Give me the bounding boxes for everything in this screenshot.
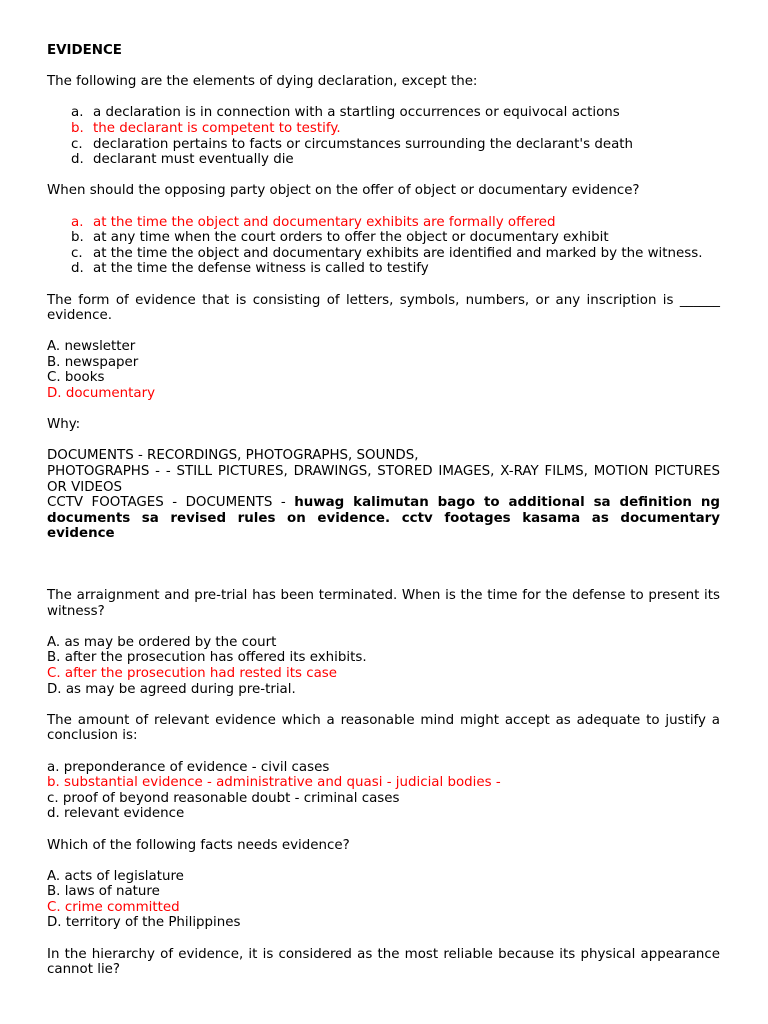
- option-marker: c.: [71, 136, 83, 152]
- question-5-options: [47, 760, 720, 822]
- option-text: at the time the defense witness is called to testify: [93, 261, 429, 277]
- option-marker: b.: [71, 230, 84, 246]
- why-label: Why:: [47, 417, 81, 433]
- question-6-options: [47, 869, 720, 931]
- option-text: at the time the object and documentary exhibits are identified and marked by the witness.: [93, 245, 703, 261]
- option-marker: d.: [71, 261, 84, 277]
- option-item: A. as may be ordered by the court: [47, 634, 277, 650]
- option-text: a declaration is in connection with a startling occurrences or equivocal actions: [93, 105, 620, 121]
- option-marker: a.: [71, 105, 84, 121]
- option-item: A. acts of legislature: [47, 868, 184, 884]
- question-2: When should the opposing party object on the offer of object or documentary evidence?: [47, 183, 640, 199]
- explanation-line: [47, 495, 720, 542]
- option-item: [47, 230, 720, 246]
- option-item: c. proof of beyond reasonable doubt - criminal cases: [47, 790, 400, 806]
- option-text: the declarant is competent to testify.: [93, 120, 341, 136]
- question-6: Which of the following facts needs evidence?: [47, 837, 350, 853]
- option-item: B. newspaper: [47, 354, 139, 370]
- question-1-options: [47, 105, 720, 167]
- question-4-options: [47, 635, 720, 697]
- question-4: The arraignment and pre-trial has been terminated. When is the time for the defense to present its witness?: [47, 588, 720, 619]
- explanation-line: PHOTOGRAPHS - - STILL PICTURES, DRAWINGS, STORED IMAGES, X-RAY FILMS, MOTION PICTURES OR VIDEOS: [47, 464, 720, 495]
- option-item: D. territory of the Philippines: [47, 915, 241, 931]
- option-marker: b.: [71, 120, 84, 136]
- explanation-block: [47, 448, 720, 542]
- option-item-correct: C. after the prosecution had rested its case: [47, 665, 338, 681]
- document-body: [47, 43, 720, 993]
- option-item: D. as may be agreed during pre-trial.: [47, 681, 296, 697]
- question-2-options: [47, 215, 720, 277]
- document-title: EVIDENCE: [47, 43, 122, 58]
- option-item-correct: b. substantial evidence - administrative and quasi - judicial bodies -: [47, 775, 501, 791]
- option-marker: a.: [71, 214, 84, 230]
- option-item: [47, 246, 720, 262]
- option-text: declarant must eventually die: [93, 152, 294, 168]
- option-item: [47, 137, 720, 153]
- option-item: [47, 105, 720, 121]
- question-7: In the hierarchy of evidence, it is considered as the most reliable because its physical appearance cannot lie?: [47, 946, 720, 978]
- option-item: [47, 261, 720, 277]
- option-item: [47, 152, 720, 168]
- option-item: d. relevant evidence: [47, 806, 185, 822]
- option-marker: d.: [71, 152, 84, 168]
- explanation-bold-note: huwag kalimutan bago to additional sa definition ng documents sa revised rules on evidence. cctv footages kasama as documentary evidence: [47, 495, 720, 542]
- option-item: B. after the prosecution has offered its exhibits.: [47, 650, 367, 666]
- option-item: a. preponderance of evidence - civil cases: [47, 759, 330, 775]
- option-item: B. laws of nature: [47, 884, 160, 900]
- option-item-correct: [47, 121, 720, 137]
- question-1: The following are the elements of dying declaration, except the:: [47, 74, 478, 90]
- option-text: declaration pertains to facts or circumstances surrounding the declarant's death: [93, 136, 634, 152]
- explanation-line: DOCUMENTS - RECORDINGS, PHOTOGRAPHS, SOUNDS,: [47, 448, 419, 464]
- option-item-correct: C. crime committed: [47, 899, 180, 915]
- explanation-text: CCTV FOOTAGES - DOCUMENTS -: [47, 495, 295, 511]
- question-3: The form of evidence that is consisting of letters, symbols, numbers, or any inscription is ______ evidence.: [47, 292, 720, 324]
- option-item-correct: [47, 215, 720, 231]
- question-3-options: [47, 339, 720, 401]
- option-item-correct: D. documentary: [47, 386, 156, 402]
- option-item: C. books: [47, 370, 105, 386]
- option-text: at the time the object and documentary exhibits are formally offered: [93, 214, 556, 230]
- option-item: A. newsletter: [47, 339, 136, 355]
- option-text: at any time when the court orders to offer the object or documentary exhibit: [93, 230, 609, 246]
- question-5: The amount of relevant evidence which a reasonable mind might accept as adequate to justify a conclusion is:: [47, 712, 720, 744]
- option-marker: c.: [71, 245, 83, 261]
